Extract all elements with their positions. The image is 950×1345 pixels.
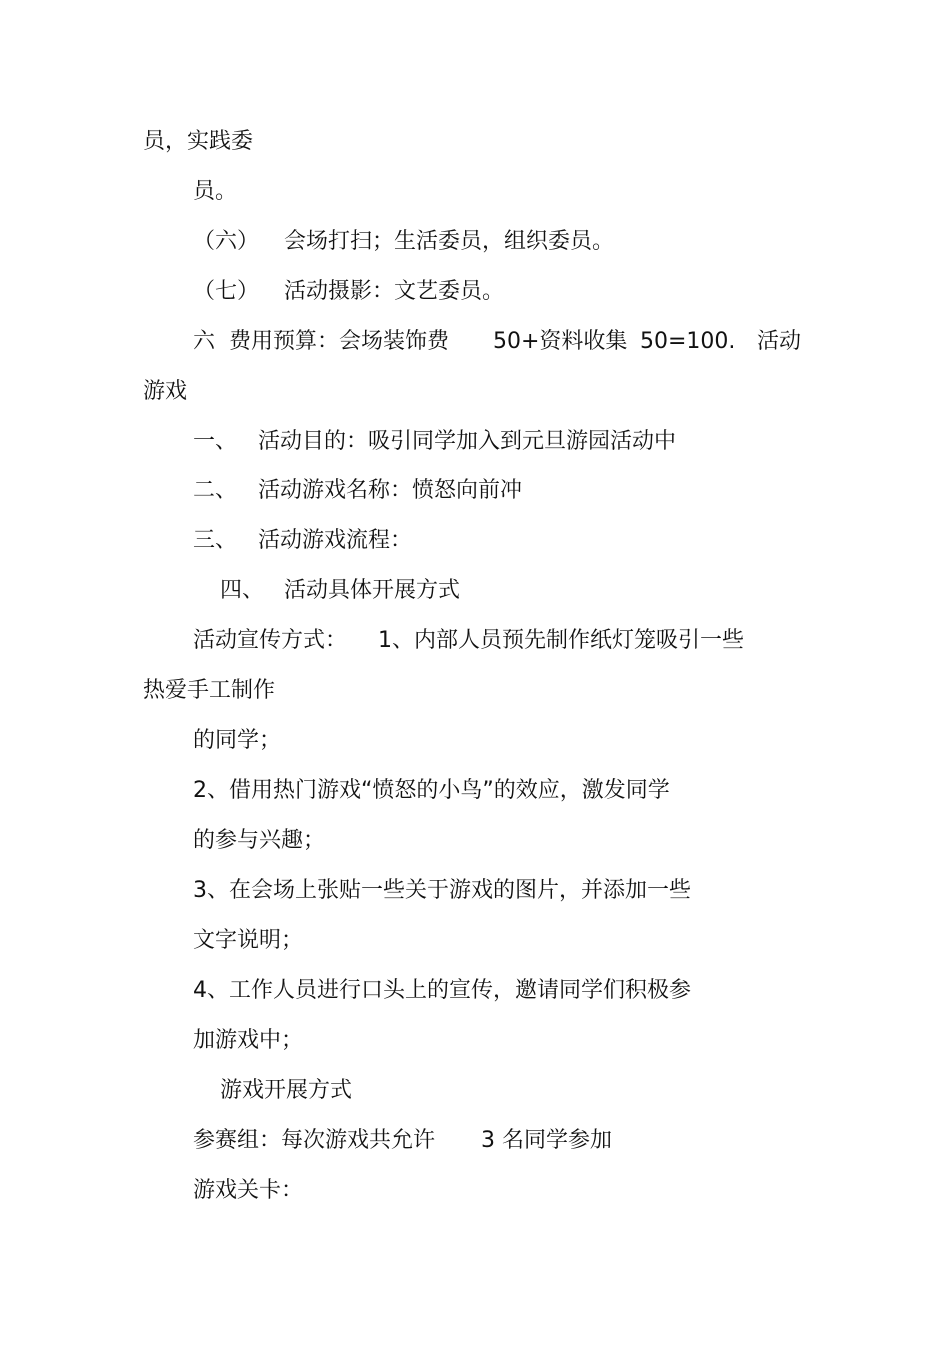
text-line-label: （七） xyxy=(193,279,260,304)
text-line: 文字说明； xyxy=(193,928,304,953)
list-item-text: 活动具体开展方式 xyxy=(284,578,461,603)
list-item-text: 活动游戏名称：愤怒向前冲 xyxy=(258,478,523,503)
text-line: 3 名同学参加 xyxy=(481,1128,612,1153)
text-line-label: 活动宣传方式： xyxy=(193,628,348,653)
text-line: 员。 xyxy=(193,179,238,204)
text-line-label: （六） xyxy=(193,229,260,254)
text-line: 员，实践委 xyxy=(143,129,254,154)
budget-value: 50+资料收集 xyxy=(493,329,628,354)
text-line: 游戏关卡： xyxy=(193,1178,304,1203)
budget-label: 六 费用预算：会场装饰费 xyxy=(193,329,449,354)
text-line: 的同学； xyxy=(193,728,282,753)
text-line: 加游戏中； xyxy=(193,1028,304,1053)
text-line: 热爱手工制作 xyxy=(143,678,276,703)
section-heading: 游戏开展方式 xyxy=(220,1078,353,1103)
text-line: 游戏 xyxy=(143,379,188,404)
text-line: 活动摄影：文艺委员。 xyxy=(284,279,505,304)
list-item-number: 三、 xyxy=(193,528,238,553)
list-item-text: 活动游戏流程： xyxy=(258,528,413,553)
text-line: 3、在会场上张贴一些关于游戏的图片，并添加一些 xyxy=(193,878,691,903)
text-line: 1、内部人员预先制作纸灯笼吸引一些 xyxy=(378,628,744,653)
text-line: 会场打扫；生活委员，组织委员。 xyxy=(284,229,615,254)
list-item-number: 二、 xyxy=(193,478,238,503)
text-line: 2、借用热门游戏“愤怒的小鸟”的效应，激发同学 xyxy=(193,778,670,803)
list-item-number: 一、 xyxy=(193,429,238,454)
text-line: 4、工作人员进行口头上的宣传，邀请同学们积极参 xyxy=(193,978,691,1003)
budget-total: 50=100. xyxy=(640,329,736,354)
list-item-number: 四、 xyxy=(220,578,265,603)
list-item-text: 活动目的：吸引同学加入到元旦游园活动中 xyxy=(258,429,677,454)
text-line: 活动 xyxy=(757,329,802,354)
text-line: 的参与兴趣； xyxy=(193,828,326,853)
text-line-label: 参赛组：每次游戏共允许 xyxy=(193,1128,436,1153)
